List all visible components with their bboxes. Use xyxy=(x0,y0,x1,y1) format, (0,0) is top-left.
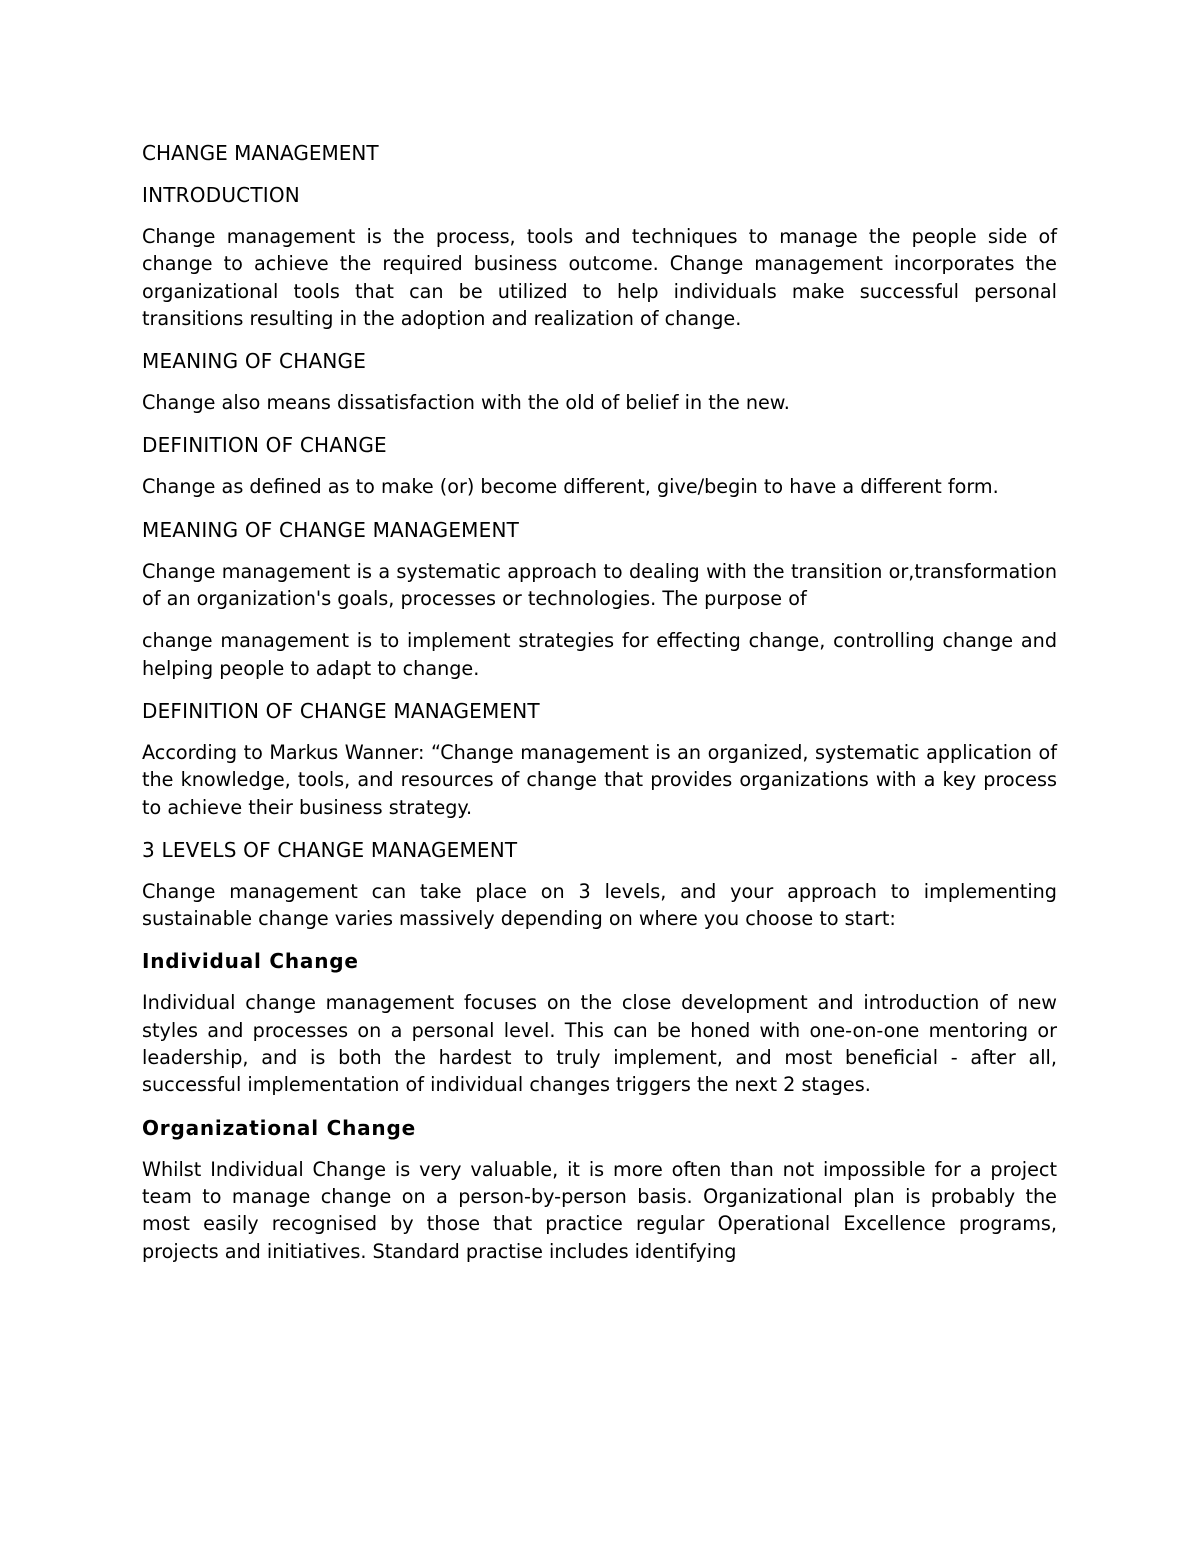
heading-definition-of-change: DEFINITION OF CHANGE xyxy=(142,433,387,458)
heading-meaning-of-change: MEANING OF CHANGE xyxy=(142,349,367,374)
paragraph-meaning-of-change-management-2: change management is to implement strategies for effecting change, controlling change and helping people to adapt to change. xyxy=(142,629,1057,680)
heading-introduction: INTRODUCTION xyxy=(142,183,300,207)
heading-meaning-of-change-management: MEANING OF CHANGE MANAGEMENT xyxy=(142,517,520,542)
document-page xyxy=(142,139,1057,1280)
paragraph-organizational-change: Whilst Individual Change is very valuable, it is more often than not impossible for a project team to manage change on a person-by-person basis. Organizational plan is probably the most easily recognised by those that practice regular Operational Excellence programs, projects and initiatives. Standard practise includes identifying xyxy=(142,1157,1057,1263)
paragraph-individual-change: Individual change management focuses on the close development and introduction of new styles and processes on a personal level. This can be honed with one-on-one mentoring or leadership, and is both the hardest to truly implement, and most beneficial - after all, successful implementation of individual changes triggers the next 2 stages. xyxy=(142,991,1057,1097)
paragraph-definition-of-change-management: According to Markus Wanner: “Change management is an organized, systematic application of the knowledge, tools, and resources of change that provides organizations with a key process to achieve their business strategy. xyxy=(142,740,1057,819)
heading-definition-of-change-management: DEFINITION OF CHANGE MANAGEMENT xyxy=(142,698,540,723)
heading-three-levels: 3 LEVELS OF CHANGE MANAGEMENT xyxy=(142,837,518,862)
paragraph-introduction: Change management is the process, tools and techniques to manage the people side of change to achieve the required business outcome. Change management incorporates the organizational tools that can be utilized to help individuals make successful personal transitions resulting in the adoption and realization of change. xyxy=(142,225,1057,330)
paragraph-meaning-of-change-management-1: Change management is a systematic approach to dealing with the transition or,transformation of an organization's goals, processes or technologies. The purpose of xyxy=(142,559,1057,611)
heading-organizational-change: Organizational Change xyxy=(142,1115,416,1140)
paragraph-three-levels: Change management can take place on 3 levels, and your approach to implementing sustainable change varies massively depending on where you choose to start: xyxy=(142,879,1057,931)
paragraph-definition-of-change: Change as defined as to make (or) become different, give/begin to have a different form. xyxy=(142,475,999,499)
paragraph-meaning-of-change: Change also means dissatisfaction with the old of belief in the new. xyxy=(142,391,790,415)
heading-individual-change: Individual Change xyxy=(142,949,359,974)
document-title: CHANGE MANAGEMENT xyxy=(142,141,379,165)
